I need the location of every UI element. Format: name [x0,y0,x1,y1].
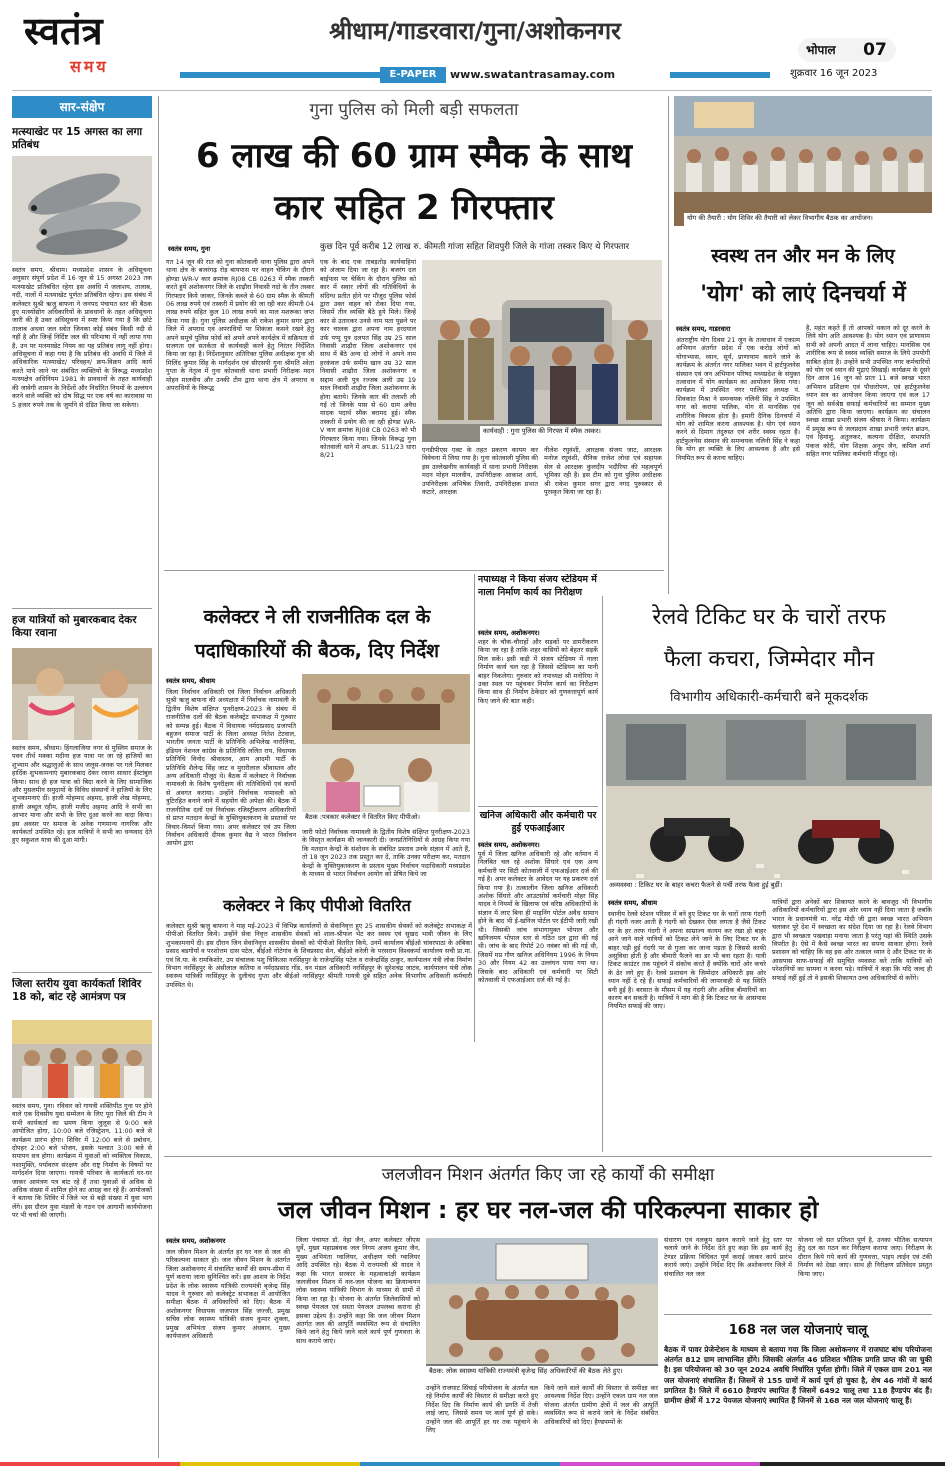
jal-jeevan-byline: स्वतंत्र समय, अशोकनगर [166,1237,226,1245]
jal-jeevan-col-5: संधारण एवं नलकूप खनन कराये जाने हेतु स्तर पर चलाये जाने के निर्देश देते हुए कहा कि इस कार्य हेतु टेण्डर प्रक्रिया विधिवत पूर्ण कराई जाकर कार्य प्रारंभ कराये जाएं। उन्होंने निर्देश दिए कि अशोकनगर जिले में संचालित नल जल [664,1236,792,1278]
jal-jeevan-meeting-image [426,1238,658,1380]
lead-story [164,96,664,566]
collector-meeting-headline-line-1: कलेक्टर ने ली राजनीतिक दल के [203,606,431,628]
lead-headline: 6 लाख की 60 ग्राम स्मैक के साथ कार सहित 2 गिरफ्तार [195,136,633,228]
jal-jeevan-col-1: जल जीवन मिशन के अंतर्गत हर घर नल से जल की परिकल्पना साकार हो। जल जीवन मिशन के अंतर्गत जिला अशोकनगर में संचालित कार्यों की समय-सीमा में पूर्ण कराया जाना सुनिश्चित करें। इस आशय के निर्देश प्रदेश के लोक स्वास्थ्य यांत्रिकी राज्यमंत्री बृजेन्द्र सिंह यादव ने गुरुवार को कलेक्ट्रेट सभाकक्ष में आयोजित समीक्षा बैठक में अधिकारियों को दिए। बैठक में अशोकनगर विधायक जजपाल सिंह जज्जी, प्रमुख सचिव लोक स्वास्थ्य यांत्रिकी संजय कुमार शुक्ला, प्रमुख अभियंता संजय कुमार अंधवान, मुख्य कार्यपालन अधिकारी [166,1248,290,1341]
sidebar-item-haj-headline: हज यात्रियों को मुबारकबाद देकर किया रवाना [12,614,137,639]
yoga-headline-line-1: स्वस्थ तन और मन के लिए [711,245,895,267]
masthead [0,0,945,92]
jal-jeevan-col-4: किये जाने वाले कार्यों की विस्तार से समीक्षा कर आवश्यक निर्देश दिए। उन्होंने एकल ग्राम नल जल योजना अंतर्गत ग्रामीण क्षेत्रों में जल की आपूर्ति व्यवस्थित रूप से कराये जाने के निर्देश संबंधित अधिकारियों को दिए। हैण्डपम्पों के [544,1384,658,1426]
collector-meeting-headline-line-2: पदाधिकारियों की बैठक, दिए निर्देश [194,640,440,662]
lead-kicker: गुना पुलिस को मिली बड़ी सफलता [309,100,519,120]
railway-photo [606,714,932,892]
railway-col-2: यात्रियों द्वारा अनेकों बार शिकायत करने के बावजूद भी विभागीय अधिकारियों कर्मचारियों द्वारा इस ओर ध्यान नहीं दिया जाता है जबकि भारत के प्रधानमंत्री मा. नरेंद्र मोदी जी द्वारा स्वच्छ भारत अभियान चलाकर पूरे देश में स्वच्छता का संदेश दिया जा रहा है। रेलवे विभाग द्वारा भी स्वच्छता पखवाड़ा मनाया जाता है परंतु यहां की स्थिति उसके विपरीत है। ऐसे में कैसे स्वच्छ भारत का सपना साकार होगा। रेलवे प्रशासन को चाहिए कि वह इस ओर तत्काल ध्यान दे और टिकट घर के आसपास साफ-सफाई की समुचित व्यवस्था करे ताकि यात्रियों को परेशानियों का सामना न करना पड़े। यात्रियों ने कहा कि यदि जल्द ही सफाई नहीं हुई तो वे इसकी शिकायत उच्च अधिकारियों से करेंगे। [772,898,932,982]
lead-col-2: एक के बाद एक ताबड़तोड़ कार्यवाहियां को अंजाम दिया जा रहा है। बजरंग दल बाईपास पर चेकिंग के दौरान पुलिस को कार में सवार लोगों की गतिविधियों के संदिग्ध प्रतीत होने पर मौजूद पुलिस फोर्स द्वारा उक्त वाहन को रोका दिया गया, जिसमें तीन व्यक्ति बैठे हुये मिले। जिन्हें कार से उतारकर उनसे नाम पता पूछने पर कार चालक द्वारा अपना नाम हरदयाल उर्फ पप्पू पुत्र दलपत सिंह उम्र 25 साल निवासी शाढ़ौरा जिला अशोकनगर एवं साथ में बैठे अन्य दो लोगों ने अपने नाम हरकंवल उर्फ समीम खान उम्र 32 साल निवासी शाढ़ौरा जिला अशोकनगर व सद्दाम अली पुत्र रज्जब अली उम्र 19 साल निवासी शाढ़ौरा जिला अशोकनगर के होना बताये। जिनके कार की तलाशी ली गई तो जिनके पास से 60 ग्राम अवैध मादक पदार्थ स्मैक बरामद हुई। स्मैक तस्करी में प्रयोग की जा रही होण्डा WR-V कार क्रमांक RJ08 CB 0263 को भी गिरफ्तार किया गया। जिनके विरूद्ध गुना कोतवाली थाने में अप.क्र. 511/23 धारा 8/21 [320,258,416,460]
railway-headline-line-1: रेलवे टिकिट घर के चारों तरफ [652,605,886,630]
yoga-col-2: है, महंत कहते हैं तो आपको थकान को दूर करने के लिये योग अति आवश्यक है। योग ध्यान एवं प्राणायाम सभी को अपनी आदत में लाना चाहिए। मानसिक एवं शारीरिक रूप से स्वस्थ व्यक्ति समाज के लिये उपयोगी साबित होता है। उन्होंने सभी उपस्थित नगर कर्मचारियों को योग एवं ध्यान की मुद्राएं सिखाईं। कार्यक्रम के दूसरे दिन आज 16 जून को प्रातः 11 बजे स्वच्छ भारत अभियान प्रशिक्षण एवं पौधारोपण, एवं हार्टफुलनेस ध्यान सत्र का आयोजन किया जाएगा एवं कल 17 जून को सर्वश्रेष्ठ सफाई कर्मचारियों का सम्मान मुख्य अतिथि द्वारा किया जाएगा। कार्यक्रम का संचालन स्वच्छ शाखा प्रभारी संजय श्रीवास ने किया। कार्यक्रम में प्रमुख रूप से जलप्रदाय शाखा प्रभारी जयंत ब्राउन, एवं हिमांशु, अतुलकर, कल्पना दीक्षित, सभापति पंकज कोरी, योग शिक्षक अनूप जैन, कपिल शर्मा सहित नगर पालिका कर्मचारी मौजूद रहे। [806,324,930,459]
website-link[interactable]: www.swatantrasamay.com [450,68,616,81]
haj-photo [12,648,152,740]
collector-meeting-image [302,674,470,824]
yoga-meeting-image [674,96,932,226]
collector-meeting-photo-caption: बैठक :पत्रकार कलेक्टर ने वितरित किए पीपीओ। [302,812,470,824]
jal-jeevan-story [164,1158,932,1458]
lead-col-4: नीलेश रघुवंशी, आरक्षक संजय जाट, आरक्षक मनोज रघुवंशी, सैनिक राजेश लोधा एवं सहायक सेल से आरक्षक कुलदीप भदौरिया की महत्वपूर्ण भूमिका रही है। इस टीम को गुना पुलिस अधीक्षक श्री राकेश कुमार सगर द्वारा नगद पुरुस्कार से पुरस्कृत किया जा रहा है। [544,446,662,497]
jal-jeevan-headline: जल जीवन मिशन : हर घर नल-जल की परिकल्पना साकार हो [277,1196,819,1224]
camp-meeting-image [12,1020,152,1098]
jal-jeevan-kicker: जलजीवन मिशन अंतर्गत किए जा रहे कार्यों की समीक्षा [381,1165,715,1185]
page-number: 07 [863,40,887,60]
collector-meeting-col-2: जारी फोटो निर्वाचक नामावली के द्वितीय विशेष संक्षिप्त पुनरीक्षण-2023 के विस्तृत कार्यक्रम की जानकारी दी। जनप्रतिनिधियों से आग्रह किया गया कि मतदान केन्द्रों के संशोधन के संबंधित प्रस्ताव उनके संज्ञान में आते हैं, तो 18 जून 2023 तक प्रस्तुत कर दें, ताकि उनका परीक्षण कर, मतदान केन्द्रों के युक्तियुक्तकरण के प्रस्ताव मुख्य निर्वाचन पदाधिकारी मध्यप्रदेश के माध्यम से भारत निर्वाचन आयोग को प्रेषित किये जा [302,828,470,879]
fish-image [12,156,152,262]
sidebar-item-fishing-body: स्वतंत्र समय, श्रीधाम। मध्यप्रदेश शासन के अधिसूचना अनुसार संपूर्ण प्रदेश में 16 जून से 15 अगस्त 2023 तक मत्स्याखेट प्रतिबंधित रहेगा इस अवधि में जलाशय, तालाब, नदी, नालों में मत्स्याखेट पूर्णतः प्रतिबंधित रहेगा। इस संबंध में कलेक्टर सुश्री ऋजु बाफना ने जनपद पंचायत स्तर की बैठक हुए मत्स्योद्योग अधिकारियों के प्रावधानों के तहत अधिसूचना जारी की है उक्त अधिसूचना में स्पष्ट किया गया है कि छोटे तालाब अथवा जल स्त्रोत जिनका कोई संबंध किसी नदी से नहीं है और जिन्हें निर्दिष्ट जल की परिभाषा में नहीं लाया गया है, उन पर मत्स्याखेट नियम का यह प्रतिबंध लागू नहीं होगा। अधिसूचना में कहा गया है कि प्रतिबंध की अवधि में जिले में अधिकारिक मत्स्याखेट/ परिवहन/ क्रय-विक्रय आदि कार्य करते पाये जाने पर संबंधित व्यक्तियों के विरूद्ध मध्यप्रदेश मत्स्यक्षेत्र अधिनियम 1981 के प्रावधानों के तहत कार्यवाही की जावेगी शासन के निर्देशों और निर्धारित नियमों के उल्लंघन करने वाले व्यक्ति को दोष सिद्ध पर एक वर्ष का कारावास या 5 हजार रुपये तक के जुर्माने से दंडित किया जा सकेगा। [12,266,152,409]
collector-meeting-col-1: जिला निर्वाचन अधिकारी एवं जिला निर्वाचन अधिकारी सुश्री ऋजु बाफना की अध्यक्षता में निर्वाचक नामावली के द्वितीय विशेष संक्षिप्त पुनरीक्षण-2023 के संबंध में राजनीतिक दलों की बैठक कलेक्ट्रेट सभाकक्ष में गुरुवार को सम्पन्न हुई। बैठक में विधायक नर्मदाप्रसाद प्रजापति बहुजन समाज पार्टी के जिला अध्यक्ष नितेश टेटवाल, भारतीय जनता पार्टी के प्रतिनिधि अभिलेख नारोलिया, इंडियन नेशनल कांग्रेस के प्रतिनिधि ललित राय, विधायक प्रतिनिधि विनोद श्रीवास्तव, आम आदमी पार्टी के प्रतिनिधि शैलेन्द्र सिंह जाट व मुरारीलाल श्रीवास्तव और अन्य अधिकारी मौजूद थे। बैठक में कलेक्टर ने निर्वाचक नामावली के विशेष पुनरीक्षण की गतिविधियों एवं कार्यों से अवगत कराया। उन्होंने निर्वाचक नामावली को त्रुटिरहित बनाने जाने में सहयोग की अपेक्षा की। बैठक में राजनीतिक दलों एवं निर्वाचक रजिस्ट्रीकरण अधिकारियों से प्राप्त मतदान केन्द्रों के युक्तियुक्तकरण के प्रस्तावों पर विचार-विमर्श किया गया। अपर कलेक्टर एवं उप जिला निर्वाचन अधिकारी दीपक कुमार वैद्य ने भारत निर्वाचन आयोग द्वारा [166,688,296,848]
stadium-headline: नपाध्यक्ष ने किया संजय स्टेडियम में नाला निर्माण कार्य का निरीक्षण [478,574,597,598]
sidebar-item-camp-body: स्वतंत्र समय, गुना। रविवार को गायत्री शक्तिपीठ गुना पर होने वाले एक दिवसीय युवा सम्मेलन के लिए पूरा जिले की टीम ने सभी कार्यकर्ता का भ्रमण किया जुलूस से 9:00 बजे आयोजित होगा, 10:00 बजे रजिस्ट्रेशन, 11:00 बजे से कार्यक्रम प्रारंभ होगा। शिविर में 12:00 बजे से प्रबोधन, दोपहर 2:00 बजे भोजन, इसके पश्चात 3:00 बजे से समापन सत्र होगा। कार्यक्रम में युवाओं को व्यक्तित्व विकास, नशामुक्ति, पर्यावरण संरक्षण और राष्ट्र निर्माण के विषयों पर मार्गदर्शन दिया जाएगा। गायत्री परिवार के कार्यकर्ता घर-घर जाकर आमंत्रण पत्र बांट रहे हैं तथा युवाओं से अधिक से अधिक संख्या में शामिल होने का आग्रह कर रहे हैं। आयोजकों ने बताया कि शिविर में जिले भर से बड़ी संख्या में युवा भाग लेंगे। इस दौरान युवा मंडलों के गठन एवं आगामी कार्ययोजना पर भी चर्चा की जाएगी। [12,1102,152,1220]
logo-top-text: स्वतंत्र [24,8,103,53]
page-tab [798,38,896,62]
jal-jeevan-box-body: बैठक में पावर प्रेजेन्टेशन के माध्यम से बताया गया कि जिला अशोकनगर में राजघाट बांध परियोजना अंतर्गत 812 ग्राम लाभान्वित होंगे। जिसकी अंतर्गत 46 प्रतिशत भौतिक प्रगति प्राप्त की जा चुकी है। इस परियोजना को 30 जून 2024 अवधि निर्धारित पूर्णता होगी। जिले में एकल ग्राम 201 नल जल योजनाएं संचालित हैं। जिसमें से 155 ग्रामों में कार्य पूर्ण हो चुका है, शेष 46 गांवों में कार्य प्रगतिरत है। जिले में 6610 हैण्डपंप स्थापित हैं जिसमें 6492 चालू तथा 118 हैण्डपंप बंद हैं। ग्रामीण क्षेत्रों में 172 पेयजल योजनाएं स्थापित हैं जिनमें से 168 नल जल योजनाएं चालू हैं। [664,1345,932,1406]
railway-col-1: स्थानीय रेलवे स्टेशन परिसर में बने हुए टिकट घर के चारों तरफ गंदगी ही गंदगी नजर आती है गंदगी को देखकर ऐसा लगता है जैसे टिकट घर के हर तरफ गंदगी ने अपना साम्राज्य कायम कर रखा हो बाहर आने जाने वाले यात्रियों को टिकट लेने जाने के लिए टिकट घर के बाहर पड़ी हुई गंदगी पर से गुजर कर जाना पड़ता है जिससे काफी असुविधा होती है और बीमारी फैलने का डर भी बना रहता है। यात्री टिकट काउंटर तक पहुंचने में संकोच करते हैं क्योंकि चारों ओर कचरे के ढेर लगे हुए हैं। रेलवे प्रशासन के जिम्मेदार अधिकारी इस ओर ध्यान नहीं दे रहे हैं। सफाई कर्मचारियों की लापरवाही से यह स्थिति बनी हुई है। बरसात के मौसम में यह गंदगी और अधिक बीमारियों का कारण बन सकती है। यात्रियों ने मांग की है कि टिकट घर के आसपास नियमित सफाई की जाए। [608,910,766,1011]
epaper-label: E-PAPER [380,67,446,83]
arrest-photo-caption: कार्यवाही : गुना पुलिस की गिरफ्त में स्मैक तस्कर। [480,426,662,442]
ppo-body: कलेक्टर सुश्री ऋजु बाफना ने माह मई-2023 में विभिन्न कार्यालयों से सेवानिवृत्त हुए 25 शासकीय सेवकों को कलेक्ट्रेट सभाकक्ष में पीपीओ वितरित किये। उन्होंने सेवा निवृत्त शासकीय सेवकों को शाल-श्रीफल भेंट कर स्वस्थ एवं सुखद भावी जीवन के लिए शुभकामनायें दी। इस दौरान जिन सेवानिवृत्त शासकीय सेवकों को पीपीओ वितरित किये, उनमें कार्यालय बीईओ चांवरपाठा के अंबिका प्रसाद बडगोयाँ व परशोत्तम दास पटेल, बीईओ गोटेगांव के शिवप्रसाद सेन, बीईओ करेली के परसराम विश्वकर्मा कार्यालय सची प्रा.मा. एवं वि.या. के रामकिशोर, उप संचालक पशु चिकित्सा नरसिंहपुर के राजेन्द्रसिंह पटेल व राजेन्द्रसिंह ठाकुर, कार्यपालन यंत्री लोक निर्माण विभाग नरसिंहपुर के अंसीलाल कतिया व नर्मदाप्रसाद गोंड, वन मंडल अधिकारी नरसिंहपुर के सुरेशचंद्र जाटव, कार्यपालन यंत्री लोक स्वास्थ्य यांत्रिकी नरसिंहपुर के दुलीचंद गुप्ता और बीईओ नरसिंहपुर श्रीमती गायत्री दुबे सहित अनेक विभागीय अधिकारी कर्मचारी उपस्थित थे। [166,922,472,989]
lead-col-1: गत 14 जून की रात को गुना कोतवाली थाना पुलिस द्वारा अपने थाना क्षेत्र के बजरंगढ़ रोड़ बायपास पर वाहन चेकिंग के दौरान होण्डा WR-V कार क्रमांक RJ08 CB 0263 में स्मैक तस्करी करते हुये अशोकनगर जिले के शाढ़ौरा निवासी नदो के तीन तस्कर गिरफ्तार किये जाकर, जिनके कब्जे से 60 ग्राम स्मैक के कीमती 06 लाख रुपये एवं तस्करी में प्रयोग की जा रही कार कीमती 04 लाख रुपये सहित कुल 10 लाख रुपये का माल मशरूका जप्त किया गया है। गुना पुलिस अधीक्षक श्री राकेश कुमार सगर द्वारा जिले में अपराध एवं अपराधियों पर शिकंजा कसने रखने हेतु अपने समूचे पुलिस फोर्स को अपने अपने कार्यक्षेत्र में सक्रियता से सजगता एवं सतर्कता से कार्यवाही करने हेतु निरंतर निर्देशित किया जा रहा है। निर्देशानुसार अतिरिक्त पुलिस अधीक्षक गुना श्री मिलिंद कुमार सिंह के मार्गदर्शन एवं सीएसपी गुना श्रीमति श्वेता गुप्ता के नेतृत्व में गुना कोतवाली थाना प्रभारी निरीक्षक मदन मोहन मालवीय और उनकी टीम द्वारा थाना क्षेत्र में अपराध व अपराधियों के विरूद्ध [166,258,314,393]
railway-headline-line-2: फैला कचरा, जिम्मेदार मौन [663,647,875,672]
epaper-bar [180,67,770,83]
logo-bottom-text: समय [70,57,109,76]
fish-photo [12,156,152,262]
railway-story [606,596,932,1156]
camp-photo [12,1020,152,1098]
jal-jeevan-col-3: उन्होंने राजघाट सिंचाई परियोजना के अंतर्गत चल रहे निर्माण कार्यों की विस्तार से समीक्षा करते हुए निर्देश दिए कि निर्माण कार्य की प्रगति में तेजी लाई जाए, जिससे समय पर कार्य पूर्ण हो सके। उन्होंने जल की आपूर्ति हर घर तक पहुंचाने के लिए [426,1384,538,1435]
mining-byline: स्वतंत्र समय, अशोकनगर। [478,841,540,849]
stadium-body: शहर के चौक-चौराहों और सड़कों पर डामरीकरण किया जा रहा है ताकि शहर वासियों को बेहतर सड़कें मिल सकें। इसी कड़ी में संजय स्टेडियम में नाला निर्माण कार्य चल रहा है जिससे स्टेडियम का पानी बाहर निकलेगा। गुरुवार को नपाध्यक्ष श्री मनोरिया ने उक्त स्थल पर पहुंचकर निर्माण कार्य का निरीक्षण किया साथ ही निर्माण ठेकेदार को गुणवत्तापूर्ण कार्य किए जाने की बात कही। [478,638,598,705]
jal-jeevan-photo [426,1238,658,1380]
mining-body: पूर्व में जिला खनिज अधिकारी रहे और वर्तमान में निलंबित चल रहे अशोक सिंघारे एवं एक अन्य कर्मचारी पर सिटी कोतवाली में एफआईआर दर्ज की गई है। अपर कलेक्टर के आवेदन पर यह प्रकरण दर्ज किया गया है। तत्कालीन जिला खनिज अधिकारी अशोक सिंघारे और आउटसोर्स कर्मचारी मोहर सिंह यादव ने नियमों के खिलाफ एवं वरिष्ठ अधिकारियों के संज्ञान में लाए बिना ही माइनिंग पोर्टल अवैध सामान होने के बाद भी ई-खनिज पोर्टल पर ईटीपी जारी रखी थी। जिसकी जांच संभागायुक्त भोपाल और खनिजमय भोपाल स्तर से गठित दल द्वारा की गई थी। जांच के बाद रिपोर्ट 20 नवंबर को की गई थी, जिसमें मप्र गौण खनिज अधिनियम 1996 के नियम 30 और नियम 42 का उल्लंघन पाया गया था। जिसके बाद अधिकारी एवं कर्मचारी पर सिटी कोतवाली में एफआईआर दर्ज की गई है। [478,850,598,985]
sidebar-header-label: सार-संक्षेप [59,100,105,114]
bottom-color-bar [0,1460,945,1468]
jal-jeevan-col-2: जिला पंचायत डॉ. नेहा जैन, अपर कलेक्टर जीएस धुर्वे, मुख्य महाप्रबंधक जल निगम अजय कुमार जैन, मुख्य अभियंता ग्वालियर, अधीक्षण यंत्री ग्वालियर आदि उपस्थित रहे। बैठक में राज्यमंत्री श्री यादव ने कहा कि भारत सरकार के महत्वाकांक्षी कार्यक्रम जलजीवन मिशन में नल-जल योजना का क्रियान्वयन लोक स्वास्थ्य यांत्रिकी विभाग के माध्यम से ग्रामों में किया जा रहा है। योजना के अंतर्गत जिलेवासियों को स्वच्छ पेयजल एवं सस्ता पेयजल उपलब्ध कराना ही इसका उद्देश्य है। उन्होंने कहा कि जल जीवन मिशन अंतर्गत जल की आपूर्ति व्यवस्थित रूप से संचालित किये जाने हेतु किये जाने वाले कार्य पूर्ण गुणवत्ता के साथ कराये जाएं। [296,1236,420,1345]
yoga-meeting-photo [674,96,932,226]
police-with-arrested-image [422,260,662,442]
yoga-headline-line-2: 'योग' को लाएं दिनचर्या में [700,282,906,307]
logo [24,8,159,88]
railway-subhead: विभागीय अधिकारी-कर्मचारी बने मूकदर्शक [670,690,868,705]
city-label: भोपाल [806,43,836,57]
sidebar-item-fishing-headline: मत्स्याखेट पर 15 अगस्त का लगा प्रतिबंध [12,126,143,151]
arrest-photo [422,260,662,442]
mining-headline: खनिज अधिकारी और कर्मचारी पर हुई एफआईआर [479,810,597,834]
stadium-story [478,574,598,804]
lead-col-3: एनडीपीएस एक्ट के तहत प्रकरण कायम कर विवेचना में लिया गया है। गुना कोतवाली पुलिस की इस उल्लेखनीय कार्यवाही में थाना प्रभारी निरीक्षक मदन मोहन मालवीय, उपनिरीक्षक आकाश आर्य, उपनिरीक्षक अभिषेक तिवारी, उपनिरीक्षक प्रभात कटारे, आरक्षक [422,446,538,497]
collector-meeting-byline: स्वतंत्र समय, श्रीधाम [166,677,216,685]
yoga-story [674,96,932,594]
stadium-byline: स्वतंत्र समय, अशोकनगर। [478,629,540,637]
yoga-photo-caption: योग की तैयारी : योग शिविर की तैयारी को लेकर विभागीय बैठक का आयोजन। [684,213,932,226]
collector-meeting-photo [302,674,470,824]
ticket-office-garbage-image [606,714,932,892]
sidebar-header [12,96,152,118]
sidebar-item-camp-headline: जिला स्तरीय युवा कार्यकर्ता शिविर 18 को, बांट रहे आमंत्रण पत्र [12,978,142,1003]
edition-title: श्रीधाम/गाडरवारा/गुना/अशोकनगर [329,17,621,45]
mining-story [478,810,598,1150]
issue-date: शुक्रवार 16 जून 2023 [790,68,878,79]
jal-jeevan-box-title: 168 नल जल योजनाएं चालू [728,1323,868,1338]
railway-byline: स्वतंत्र समय, श्रीधाम [608,899,658,907]
sidebar [12,96,152,1458]
yoga-byline: स्वतंत्र समय, गाडरवारा [676,325,731,333]
lead-deck: कुछ दिन पूर्व करीब 12 लाख रु. कीमती गांजा सहित शिवपुरी जिले के गांजा तस्कर किए थे गिरफ्तार [320,242,630,252]
jal-jeevan-col-6: योजना जो सत प्रतिशत पूर्ण है, उनका भौतिक सत्यापन हेतु दल का गठन कर निरीक्षण कराया जाए। निरीक्षण के दौरान किये गये कार्य की गुणवत्ता, पाइप लाईन एवं टंकी निर्माण को देखा जाए। साथ ही निरीक्षण प्रतिवेदन प्रस्तुत किया जाए। [798,1236,932,1278]
lead-byline: स्वतंत्र समय, गुना [168,245,211,253]
jal-jeevan-box [664,1314,932,1458]
sidebar-item-haj-body: स्वतंत्र समय, श्रीधाम। हिंगलाजिया नगर से मुस्लिम समाज के पवन तीर्थ मक्का मदीना हज यात्रा पर जा रहे हाजियों का शुभ्याम और श्रद्धालुओं के साथ जलूस-जनक पर गले मिलकर हार्दिक शुभकामनाएं मुबारकबाद देकर रवाना साधार ईस्टांबुल किया। साथ ही हज यात्रा को बिदा करने के लिए सामाजिक और मुसलमीन समुदायों के विविध संस्थानों ने हाजियों के लिए शुभकामनाएं दीं। हाजी मोहम्मद अहमद, हाजी शेख मोहम्मद, हाजी अब्दुल रहीम, हाजी मजीद अहमद आदि ने सभी का आभार माना और सभी के लिए दुआ करने का वादा किया। इस अवसर पर समाज के अनेक गणमान्य नागरिक और कार्यकर्ता उपस्थित रहे। हज यात्रियों ने सभी का धन्यवाद देते हुए सकुशल यात्रा की दुआ मांगी। [12,744,152,845]
yoga-col-1: अंतराष्ट्रीय योग दिवस 21 जून के तत्वाधान में एकात्म अभियान अंतर्गत प्रदेश में एक करोड़ लोगों को योगाभ्यास, ध्यान, सूर्य, प्राणायाम कराने जाने के कार्यक्रम के अंतर्गत नगर पालिका भवन में हार्टफुलनेस संस्थान एवं जन अभियान परिषद मध्यप्रदेश के संयुक्त तत्वाधान में योग कार्यक्रम का आयोजन किया गया। कार्यक्रम में उपस्थित नगर पालिका अध्यक्ष पं. शिवकांत मिश्रा ने समन्वयक नलिनी सिंह ने उपस्थित नगर को कराया पालिक, योग से मानसिक एवं शारीरिक विकास होता है। हमारी दैनिक दिनचर्या में योग को शामिल करना आवश्यक है। योग एवं ध्यान करने से दिमाग तंदुरुस्त एवं शरीर स्वस्थ रहता है। हार्टफुलनेस संस्थान की समन्वयक नलिनी सिंह ने कहा कि योग हर व्यक्ति के लिए आवश्यक है और इसे नियमित रूप से करना चाहिए। [676,336,800,462]
collector-meeting-story [164,574,470,894]
haj-pilgrims-image [12,648,152,740]
jal-jeevan-photo-caption: बैठक: लोक स्वास्थ्य यांत्रिकी राज्यमंत्री बृजेन्द्र सिंह अधिकारियों की बैठक लेते हुए। [426,1366,658,1380]
ppo-headline: कलेक्टर ने किए पीपीओ वितरित [223,896,411,915]
railway-photo-caption: अव्यवस्था : टिकिट घर के बाहर कचरा फैलने से पर्ची तरफ फैला हुई बुर्ड़ी। [606,880,932,892]
